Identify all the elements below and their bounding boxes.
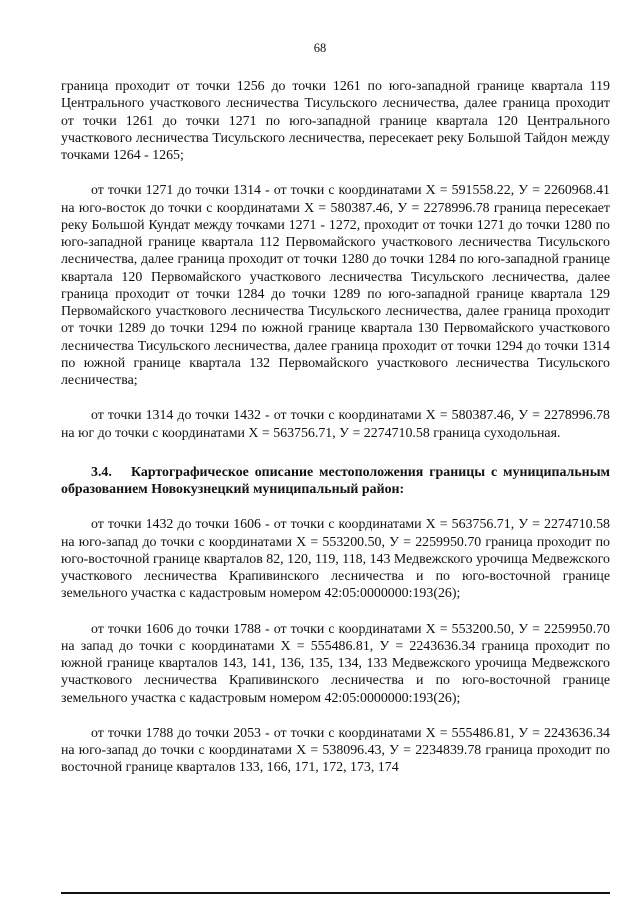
paragraph-boundary-1788-2053: от точки 1788 до точки 2053 - от точки с координатами X = 555486.81, У = 2243636.34 на юго-запад до точки с координатами X = 538096.43, У = 2234839.78 граница проходит по восточной границе кварталов 133, 166, 171, 172, 173, 174 [61,725,610,776]
paragraph-boundary-1314-1432: от точки 1314 до точки 1432 - от точки с координатами X = 580387.46, У = 2278996.78 на юг до точки с координатами X = 563756.71, У = 2274710.58 граница суходольная. [61,408,610,441]
section-heading [61,464,610,499]
paragraph-boundary-1256-1271: граница проходит от точки 1256 до точки 1261 по юго-западной границе квартала 119 Центрального участкового лесничества Тисульского лесничества, далее граница проходит от точки 1261 до точки 1271 по юго-западной границе квартала 120 Центрального участкового лесничества Тисульского лесничества, пересекает реку Большой Тайдон между точками 1264 - 1265; [61,79,610,163]
paragraph-boundary-1606-1788: от точки 1606 до точки 1788 - от точки с координатами X = 553200.50, У = 2259950.70 на запад до точки с координатами X = 555486.81, У = 2243636.34 граница проходит по южной границе кварталов 143, 141, 136, 135, 134, 133 Медвежского урочища Медвежского участкового лесничества Крапивинского лесничества и по юго-восточной границе земельного участка с кадастровым номером 42:05:0000000:193(26); [61,621,610,706]
section-title: Картографическое описание местоположения границы с муниципальным образованием Новокузнецкий муниципальный район: [61,464,610,497]
section-number: 3.4. [91,464,112,480]
paragraph-boundary-1271-1314: от точки 1271 до точки 1314 - от точки с координатами X = 591558.22, У = 2260968.41 на юго-восток до точки с координатами X = 580387.46, У = 2278996.78 граница пересекает реку Большой Кундат между точками 1271 - 1272, проходит от точки 1271 до точки 1280 по юго-западной границе квартала 112 Первомайского участкового лесничества Тисульского лесничества, далее граница проходит от точки 1280 до точки 1284 по юго-западной границе квартала 120 Первомайского участкового лесничества Тисульского лесничества, далее граница проходит от точки 1284 до точки 1289 по юго-западной границе квартала 129 Первомайского участкового лесничества Тисульского лесничества, далее граница проходит от точки 1289 до точки 1294 по южной границе квартала 130 Первомайского участкового лесничества Тисульского лесничества, далее граница проходит от точки 1294 до точки 1314 по южной границе квартала 132 Первомайского участкового лесничества Тисульского лесничества; [61,183,610,388]
page-number: 68 [313,41,327,55]
footer-divider [61,892,610,894]
document-body [61,78,610,777]
paragraph-boundary-1432-1606: от точки 1432 до точки 1606 - от точки с координатами X = 563756.71, У = 2274710.58 на юго-запад до точки с координатами X = 553200.50, У = 2259950.70 граница проходит по юго-восточной границе кварталов 82, 120, 119, 118, 143 Медвежского урочища Медвежского участкового лесничества Крапивинского лесничества и по юго-восточной границе земельного участка с кадастровым номером 42:05:0000000:193(26); [61,517,610,602]
